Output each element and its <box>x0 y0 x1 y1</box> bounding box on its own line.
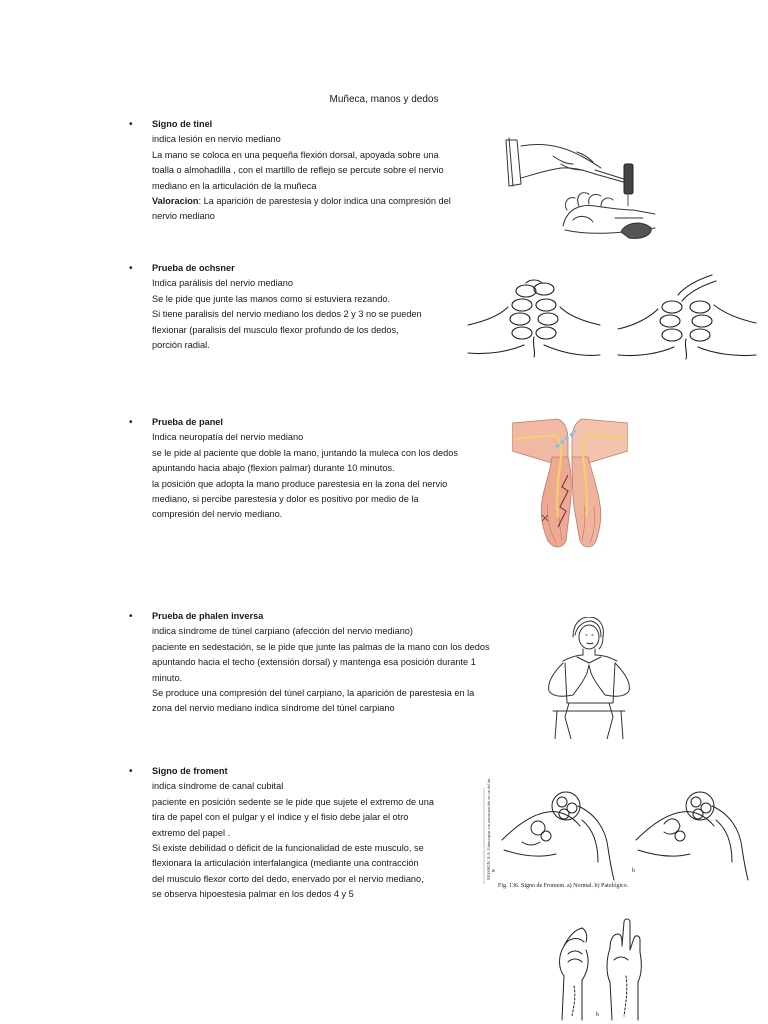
evaluation-label: Valoracion <box>152 196 199 207</box>
ochsner-test-illustration <box>466 271 758 367</box>
tinel-sign-illustration <box>503 134 663 248</box>
froment-normal-panel <box>502 792 614 880</box>
froment-sign-illustration <box>482 786 752 884</box>
section-heading: Prueba de phalen inversa <box>152 611 264 621</box>
froment-hands-raised-illustration <box>552 916 658 1022</box>
section-line: paciente en posición sedente se le pide que sujete el extremo de una <box>152 796 434 807</box>
reverse-phalen-illustration <box>543 617 635 739</box>
section-line: extremo del papel . <box>152 827 231 838</box>
froment-side-text: MASSON. S.A. Fotocopiar sin autorización es un delito. <box>486 777 491 880</box>
section-line: compresión del nervio mediano. <box>152 509 283 520</box>
section-line: Indica parálisis del nervio mediano <box>152 278 293 289</box>
section-line: La mano se coloca en una pequeña flexión dorsal, apoyada sobre una <box>152 149 439 160</box>
section-line: Se le pide que junte las manos como si estuviera rezando. <box>152 293 390 304</box>
bullet: • <box>129 766 133 777</box>
section-line: minuto. <box>152 672 183 683</box>
section-line: porción radial. <box>152 340 210 351</box>
section-line: indica síndrome de canal cubital <box>152 781 284 792</box>
section-signo-de-tinel <box>129 117 479 225</box>
bullet: • <box>129 611 133 622</box>
section-line: apuntando hacia abajo (flexion palmar) durante 10 minutos. <box>152 463 395 474</box>
hands-raised-label-b: b <box>596 1012 599 1018</box>
phalen-test-illustration <box>512 417 628 553</box>
section-line: Si tiene paralisis del nervio mediano los dedos 2 y 3 no se pueden <box>152 309 422 320</box>
section-prueba-de-ochsner <box>129 261 479 353</box>
bullet: • <box>129 263 133 274</box>
section-line: flexionar (paralisis del musculo flexor profundo de los dedos, <box>152 324 399 335</box>
section-line: la posición que adopta la mano produce parestesia en la zona del nervio <box>152 478 448 489</box>
froment-label-b: b <box>632 868 635 874</box>
section-line: mediano en la articulación de la muñeca <box>152 180 317 191</box>
section-line: paciente en sedestación, se le pide que junte las palmas de la mano con los dedos <box>152 641 490 652</box>
section-heading: Prueba de ochsner <box>152 263 235 273</box>
section-line: Se produce una compresión del túnel carpiano, la aparición de parestesia en la <box>152 688 475 699</box>
section-line: tira de papel con el pulgar y el índice y el fisio debe jalar el otro <box>152 812 409 823</box>
section-line: indica lesión en nervio mediano <box>152 134 281 145</box>
section-heading: Signo de tinel <box>152 119 213 129</box>
bullet: • <box>129 417 133 428</box>
section-line: se observa hipoestesia palmar en los dedos 4 y 5 <box>152 889 354 900</box>
evaluation-line <box>152 194 479 209</box>
section-line: toalla o almohadilla , con el martillo de reflejo se percute sobre el nervio <box>152 165 444 176</box>
section-heading: Signo de froment <box>152 766 228 776</box>
section-line: indica síndrome de túnel carpiano (afección del nervio mediano) <box>152 626 413 637</box>
section-prueba-de-phalen-inversa <box>129 609 490 717</box>
hands-normal <box>468 280 600 357</box>
bullet: • <box>129 119 133 130</box>
section-line: Indica neuropatía del nervio mediano <box>152 432 304 443</box>
evaluation-text: : La aparición de parestesia y dolor indica una compresión del <box>198 196 451 207</box>
page-title: Muñeca, manos y dedos <box>329 94 439 105</box>
froment-pathological-panel <box>636 792 748 880</box>
section-line: apuntando hacia el techo (extensión dorsal) y mantenga esa posición durante 1 <box>152 657 476 668</box>
section-signo-de-froment <box>129 764 479 903</box>
section-line: zona del nervio mediano indica síndrome del túnel carpiano <box>152 703 395 714</box>
froment-label-a: a <box>492 868 495 874</box>
section-line: flexionara la articulación interfalangica (mediante una contracción <box>152 858 419 869</box>
section-prueba-de-panel <box>129 415 479 523</box>
section-line: nervio mediano <box>152 211 215 222</box>
froment-figure-caption: Fig. 136. Signo de Froment. a) Normal. b) Patológico. <box>498 883 629 889</box>
hands-pathological <box>618 275 756 359</box>
section-line: del musculo flexor corto del dedo, enervado por el nervio mediano, <box>152 873 424 884</box>
section-line: mediano, si percibe parestesia y dolor es positivo por medio de la <box>152 494 419 505</box>
section-line: Si existe debilidad o déficit de la funcionalidad de este musculo, se <box>152 843 424 854</box>
section-line: se le pide al paciente que doble la mano, juntando la muleca con los dedos <box>152 447 458 458</box>
section-heading: Prueba de panel <box>152 417 223 427</box>
